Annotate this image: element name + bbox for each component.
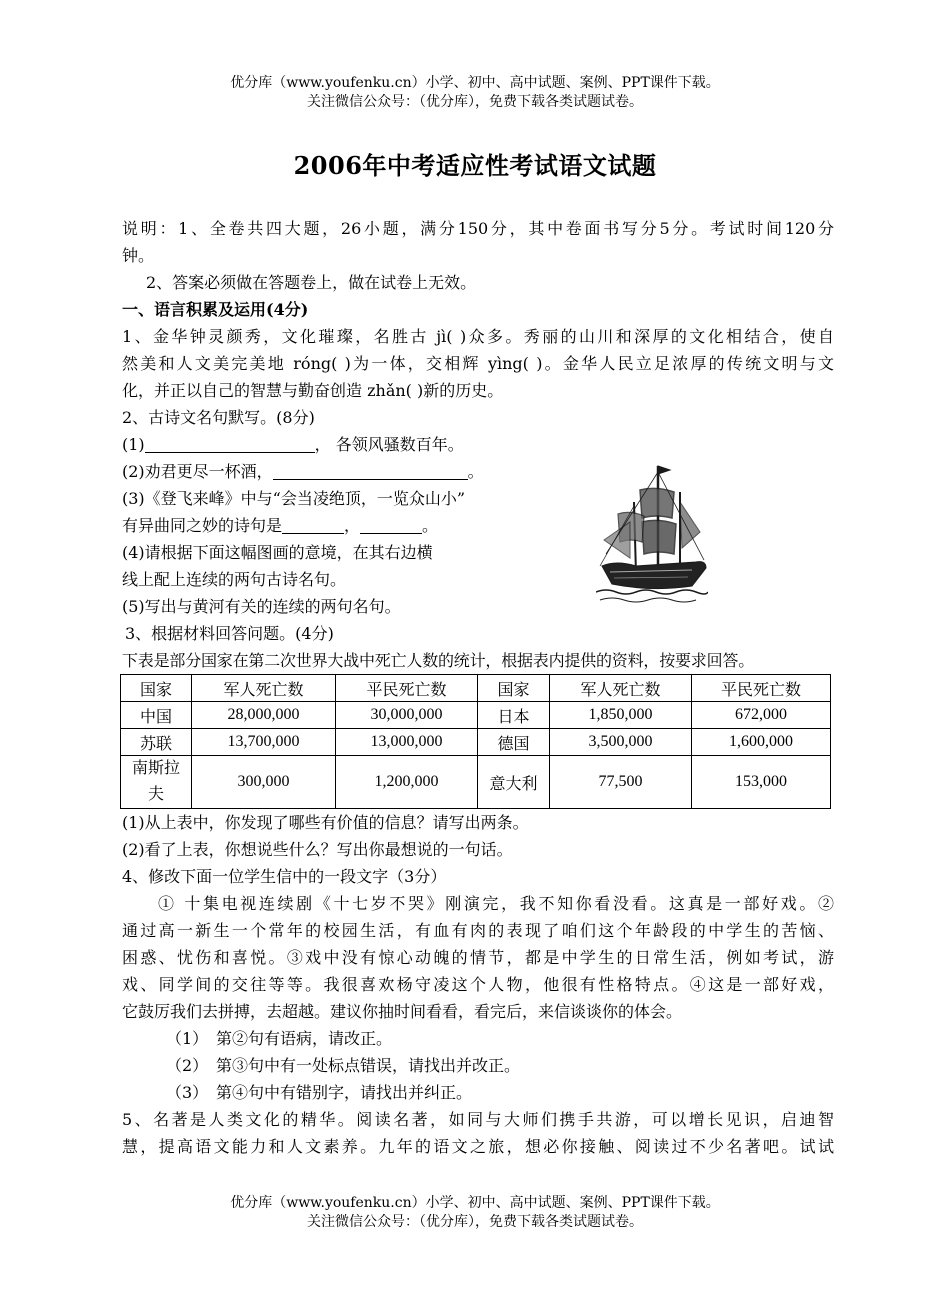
intro-line-1: 说明：1、全卷共四大题，26小题，满分150分，其中卷面书写分5分。考试时间120分 <box>122 219 834 238</box>
table-cell: 672,000 <box>692 702 831 729</box>
header-line-2: 关注微信公众号：（优分库），免费下载各类试题试卷。 <box>307 94 643 110</box>
q4-para-line-4: 戏、同学间的交往等等。我很喜欢杨守凌这个人物，他很有性格特点。④这是一部好戏， <box>122 975 834 994</box>
q4-item-text: 第③句中有一处标点错误，请找出并改正。 <box>216 1056 521 1075</box>
table-header-cell: 军人死亡数 <box>550 675 692 702</box>
q4-para-line-3: 困惑、忧伤和喜悦。③戏中没有惊心动魄的情节，都是中学生的日常生活，例如考试，游 <box>122 948 834 967</box>
q2-heading: 2、古诗文名句默写。(8分) <box>122 408 315 427</box>
q1-line-2: 然美和人文美完美地 róng( )为一体，交相辉 yìng( )。金华人民立足浓厚的传统文明与文 <box>122 354 834 373</box>
exam-body <box>122 215 834 1160</box>
table-cell: 日本 <box>478 702 550 729</box>
table-cell: 1,600,000 <box>692 729 831 756</box>
section-1-heading: 一、语言积累及运用(4分) <box>122 300 309 319</box>
q4-para-line-1: ① 十集电视连续剧《十七岁不哭》刚演完，我不知你看没看。这真是一部好戏。② <box>158 894 834 913</box>
q4-heading: 4、修改下面一位学生信中的一段文字（3分） <box>122 867 447 886</box>
table-cell: 意大利 <box>478 756 550 809</box>
table-row <box>121 702 831 729</box>
header-line-1: 优分库（www.youfenku.cn）小学、初中、高中试题、案例、PPT课件下载。 <box>230 75 720 91</box>
q2-part-4-line-2: 线上配上连续的两句古诗名句。 <box>122 570 347 589</box>
table-cell: 德国 <box>478 729 550 756</box>
table-header-row <box>121 675 831 702</box>
q2-part-4-line-1: (4)请根据下面这幅图画的意境，在其右边横 <box>122 543 433 562</box>
table-cell: 30,000,000 <box>336 702 478 729</box>
q5-line-1: 5、名著是人类文化的精华。阅读名著，如同与大师们携手共游，可以增长见识，启迪智 <box>122 1110 834 1129</box>
answer-blank[interactable] <box>145 434 315 453</box>
q4-item-number: （2） <box>166 1056 209 1075</box>
table-cell: 13,000,000 <box>336 729 478 756</box>
table-cell: 300,000 <box>192 756 336 809</box>
war-deaths-table <box>120 674 831 809</box>
footer-line-2: 关注微信公众号：（优分库），免费下载各类试题试卷。 <box>307 1214 643 1230</box>
q2-part-2-prefix: (2)劝君更尽一杯酒， <box>122 462 273 481</box>
exam-title: 2006年中考适应性考试语文试题 <box>293 151 657 180</box>
q4-item <box>122 1025 834 1052</box>
page-header <box>0 74 950 112</box>
q1-line-3: 化，并正以自己的智慧与勤奋创造 zhǎn( )新的历史。 <box>122 381 504 400</box>
q1-line-1: 1、金华钟灵颜秀，文化璀璨，名胜古 jì( )众多。秀丽的山川和深厚的文化相结合，使自 <box>122 327 834 346</box>
intro-line-2: 钟。 <box>122 246 155 265</box>
answer-blank[interactable] <box>360 515 422 534</box>
table-cell: 1,850,000 <box>550 702 692 729</box>
q2-part-3-line-2 <box>122 512 834 539</box>
q4-item-number: （1） <box>166 1029 209 1048</box>
q2-part-3-prefix: 有异曲同之妙的诗句是 <box>122 516 283 535</box>
table-row <box>121 756 831 809</box>
table-cell: 中国 <box>121 702 192 729</box>
q2-part-2 <box>122 458 834 485</box>
q4-para-line-2: 通过高一新生一个常年的校园生活，有血有肉的表现了咱们这个年龄段的中学生的苦恼、 <box>122 921 834 940</box>
table-cell: 苏联 <box>121 729 192 756</box>
footer-line-1: 优分库（www.youfenku.cn）小学、初中、高中试题、案例、PPT课件下载。 <box>230 1195 720 1211</box>
page-footer <box>0 1194 950 1232</box>
intro-line-3: 2、答案必须做在答题卷上，做在试卷上无效。 <box>146 273 477 292</box>
country-line-2: 夫 <box>147 786 164 803</box>
q2-part-1-suffix: ， 各领风骚数百年。 <box>314 435 464 454</box>
table-header-cell: 军人死亡数 <box>192 675 336 702</box>
table-cell-country <box>121 756 192 809</box>
table-cell: 28,000,000 <box>192 702 336 729</box>
table-cell: 153,000 <box>692 756 831 809</box>
q4-item-number: （3） <box>166 1083 209 1102</box>
table-row <box>121 729 831 756</box>
q2-part-1-prefix: (1) <box>122 435 145 454</box>
q4-item <box>122 1079 834 1106</box>
q4-item-text: 第④句中有错别字，请找出并纠正。 <box>216 1083 473 1102</box>
answer-blank[interactable] <box>273 461 468 480</box>
table-cell: 13,700,000 <box>192 729 336 756</box>
q3-heading: 3、根据材料回答问题。(4分) <box>125 624 334 643</box>
table-cell: 77,500 <box>550 756 692 809</box>
table-header-cell: 国家 <box>478 675 550 702</box>
q4-para-line-5: 它鼓厉我们去拼搏，去超越。建议你抽时间看看，看完后，来信谈谈你的体会。 <box>122 1002 683 1021</box>
q3-description: 下表是部分国家在第二次世界大战中死亡人数的统计，根据表内提供的资料，按要求回答。 <box>122 651 755 670</box>
country-line-1: 南斯拉 <box>131 760 180 777</box>
q4-item-text: 第②句有语病，请改正。 <box>216 1029 393 1048</box>
table-cell: 1,200,000 <box>336 756 478 809</box>
q5-line-2: 慧，提高语文能力和人文素养。九年的语文之旅，想必你接触、阅读过不少名著吧。试试 <box>122 1137 834 1156</box>
q4-item <box>122 1052 834 1079</box>
q2-part-3-comma: ， <box>344 516 361 535</box>
q3-sub-2: (2)看了上表，你想说些什么？写出你最想说的一句话。 <box>122 840 513 859</box>
table-header-cell: 国家 <box>121 675 192 702</box>
table-cell: 3,500,000 <box>550 729 692 756</box>
q2-part-2-suffix: 。 <box>467 462 484 481</box>
table-header-cell: 平民死亡数 <box>692 675 831 702</box>
sailing-ship-icon <box>596 462 708 606</box>
q3-sub-1: (1)从上表中，你发现了哪些有价值的信息？请写出两条。 <box>122 813 529 832</box>
q2-part-5: (5)写出与黄河有关的连续的两句名句。 <box>122 597 401 616</box>
answer-blank[interactable] <box>282 515 344 534</box>
q2-part-1 <box>122 431 834 458</box>
q2-part-3-line-1: (3)《登飞来峰》中与“会当凌绝顶，一览众山小” <box>122 489 466 508</box>
table-header-cell: 平民死亡数 <box>336 675 478 702</box>
q2-part-3-suffix: 。 <box>422 516 439 535</box>
